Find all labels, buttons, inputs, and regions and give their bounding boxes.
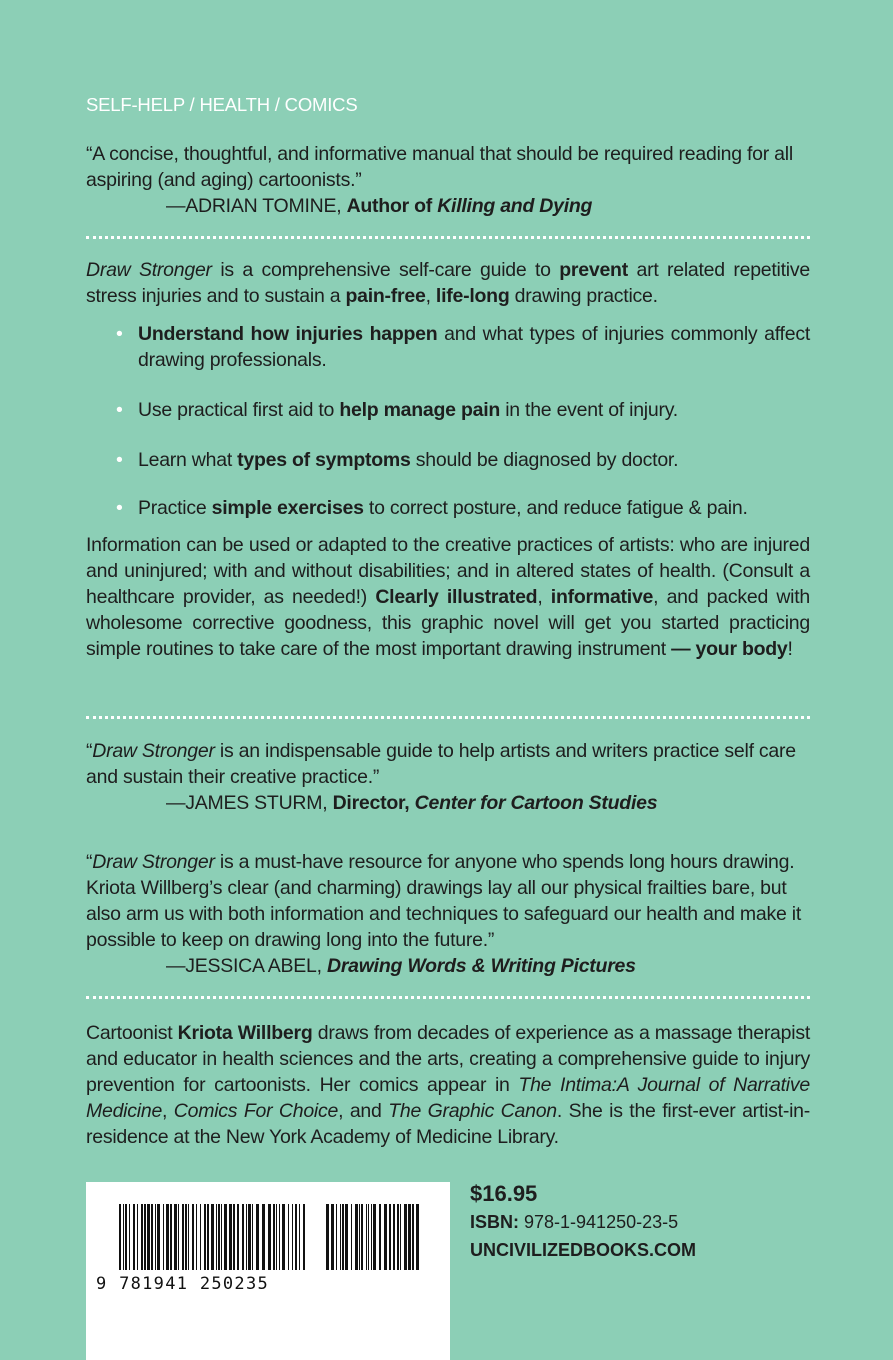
dotted-divider <box>86 236 810 239</box>
attribution-work: Center for Cartoon Studies <box>414 792 658 814</box>
publication-title: The Intima:A Journal of Narrative Medicine <box>86 1074 810 1122</box>
barcode-bar <box>229 1204 232 1270</box>
quote-abel-text: is a must-have resource for anyone who spends long hours drawing. Kriota Willberg’s clear (and charming) drawings lay all our physical frailties bare, but also arm us with both information and techniques to safeguard our health and make it possible to keep on drawing long into the future.” <box>86 851 802 951</box>
barcode-bar <box>233 1204 235 1270</box>
feature-list <box>116 321 810 521</box>
quote-mark: “ <box>86 851 93 873</box>
feature-text: Learn what <box>138 449 238 471</box>
info-text: Information can be used or adapted to the creative practices of artists: who are injured and uninjured; with and without disabilities; and in altered states of health. (Consult a healthcare provider, as needed!) <box>86 534 810 608</box>
barcode-bar <box>412 1204 414 1270</box>
feature-text: Practice <box>138 497 212 519</box>
barcode-bar <box>218 1204 220 1270</box>
barcode-bar <box>282 1204 285 1270</box>
feature-bold: simple exercises <box>211 497 364 519</box>
feature-text: Use practical first aid to <box>138 399 340 421</box>
feature-text: should be diagnosed by doctor. <box>410 449 679 471</box>
barcode-bars <box>119 1204 305 1270</box>
feature-item <box>116 495 810 521</box>
barcode-bar <box>359 1204 360 1270</box>
barcode-bar <box>125 1204 127 1270</box>
attribution-work: Drawing Words & Writing Pictures <box>327 955 636 977</box>
book-title: Draw Stronger <box>92 740 215 762</box>
barcode-bar <box>242 1204 244 1270</box>
attribution-name: —ADRIAN TOMINE, <box>166 195 347 217</box>
barcode-bar <box>336 1204 337 1270</box>
price: $16.95 <box>470 1181 538 1206</box>
intro-bold: pain-free <box>345 285 426 307</box>
barcode-bar <box>248 1204 251 1270</box>
barcode-bar <box>147 1204 150 1270</box>
feature-bold: help manage pain <box>339 399 501 421</box>
info-paragraph <box>86 532 810 662</box>
bio-text: Cartoonist <box>86 1022 178 1044</box>
barcode-bar <box>256 1204 259 1270</box>
barcode-bar <box>299 1204 300 1270</box>
barcode-bar <box>273 1204 275 1270</box>
barcode-bar <box>192 1204 194 1270</box>
bio-text: , and <box>338 1100 389 1122</box>
barcode-bar <box>252 1204 253 1270</box>
barcode-bar <box>237 1204 239 1270</box>
barcode-bar <box>157 1204 160 1270</box>
quote-mark: “ <box>86 740 93 762</box>
barcode-bar <box>144 1204 146 1270</box>
isbn-line <box>470 1208 696 1236</box>
info-text: , <box>537 586 551 608</box>
barcode-bar <box>361 1204 363 1270</box>
barcode-bar <box>295 1204 297 1270</box>
barcode-bar <box>188 1204 189 1270</box>
quote-sturm-attribution <box>86 790 810 816</box>
barcode-bar <box>211 1204 214 1270</box>
publication-title: The Graphic Canon <box>388 1100 557 1122</box>
barcode-digits: 9 781941 250235 <box>96 1274 270 1294</box>
barcode-bar <box>279 1204 280 1270</box>
barcode-bar <box>400 1204 401 1270</box>
info-bold: Clearly illustrated <box>375 586 538 608</box>
bio-text: draws from decades of experience as a massage therapist and educator in health sciences and the arts, creating a comprehensive guide to injury prevention for cartoonists. Her comics appear in <box>86 1022 811 1096</box>
barcode-bar <box>288 1204 289 1270</box>
barcode-bar <box>340 1204 341 1270</box>
barcode-bar <box>326 1204 329 1270</box>
barcode-bar <box>345 1204 348 1270</box>
intro-bold: life-long <box>435 285 510 307</box>
barcode-bar <box>166 1204 169 1270</box>
barcode-bar <box>216 1204 217 1270</box>
barcode-bar <box>373 1204 376 1270</box>
barcode-bar <box>224 1204 227 1270</box>
barcode-bar <box>174 1204 177 1270</box>
quote-tomine <box>86 141 810 219</box>
barcode-bar <box>397 1204 399 1270</box>
intro-text: , <box>425 285 436 307</box>
barcode-bar <box>384 1204 387 1270</box>
barcode-bar <box>207 1204 209 1270</box>
book-title: Draw Stronger <box>86 259 212 281</box>
barcode-bar <box>200 1204 201 1270</box>
info-text: ! <box>787 638 793 660</box>
attribution-name: —JESSICA ABEL, <box>166 955 327 977</box>
bio-text: , <box>162 1100 174 1122</box>
dotted-divider <box>86 716 810 719</box>
feature-text: in the event of injury. <box>500 399 678 421</box>
quote-sturm <box>86 738 810 816</box>
attribution-role: Director, <box>332 792 415 814</box>
feature-item <box>116 321 810 373</box>
barcode-bar <box>351 1204 352 1270</box>
info-bold: — your body <box>671 638 788 660</box>
feature-text: and what types of injuries commonly affect drawing professionals. <box>138 323 810 371</box>
isbn-label: ISBN: <box>470 1212 519 1232</box>
barcode-bar <box>342 1204 344 1270</box>
barcode-bar <box>368 1204 369 1270</box>
barcode-bar <box>133 1204 135 1270</box>
bullet-icon: • <box>116 497 123 519</box>
bullet-icon: • <box>116 449 123 471</box>
dotted-divider <box>86 996 810 999</box>
attribution-role: Author of <box>346 195 438 217</box>
isbn-number: 978-1-941250-23-5 <box>519 1212 679 1232</box>
publication-title: Comics For Choice <box>173 1100 339 1122</box>
feature-text: to correct posture, and reduce fatigue & pain. <box>363 497 748 519</box>
intro-text: is a comprehensive self-care guide to <box>211 259 560 281</box>
barcode-bar <box>389 1204 391 1270</box>
feature-item <box>116 397 810 423</box>
publisher-website: UNCIVILIZEDBOOKS.COM <box>470 1240 697 1260</box>
intro-text: drawing practice. <box>509 285 658 307</box>
barcode-bar <box>123 1204 124 1270</box>
quote-tomine-text: “A concise, thoughtful, and informative manual that should be required reading for all aspiring (and aging) cartoonists.” <box>86 143 793 191</box>
barcode-bar <box>163 1204 164 1270</box>
isbn-barcode <box>86 1182 450 1360</box>
intro-paragraph <box>86 257 810 309</box>
bullet-icon: • <box>116 399 123 421</box>
feature-bold: Understand how injuries happen <box>138 323 438 345</box>
barcode-bar <box>366 1204 367 1270</box>
attribution-name: —JAMES STURM, <box>166 792 333 814</box>
barcode-bar <box>204 1204 206 1270</box>
category-label: SELF-HELP / HEALTH / COMICS <box>86 94 358 115</box>
info-text: , and packed with wholesome corrective goodness, this graphic novel will get you started practicing simple routines to take care of the most important drawing instrument <box>86 586 810 660</box>
barcode-bar <box>262 1204 265 1270</box>
barcode-bar <box>129 1204 130 1270</box>
barcode-bar <box>371 1204 372 1270</box>
quote-abel <box>86 849 810 979</box>
quote-tomine-attribution <box>86 193 810 219</box>
barcode-bar <box>379 1204 381 1270</box>
barcode-bar <box>303 1204 305 1270</box>
barcode-bar <box>141 1204 143 1270</box>
barcode-bar <box>416 1204 419 1270</box>
barcode-bar <box>151 1204 153 1270</box>
bullet-icon: • <box>116 323 123 345</box>
barcode-bar <box>119 1204 121 1270</box>
bio-paragraph <box>86 1020 810 1150</box>
quote-abel-attribution <box>86 953 810 979</box>
barcode-bar <box>331 1204 334 1270</box>
feature-item <box>116 447 810 473</box>
feature-bold: types of symptoms <box>237 449 411 471</box>
author-name: Kriota Willberg <box>177 1022 313 1044</box>
info-bold: informative <box>550 586 654 608</box>
quote-sturm-text: is an indispensable guide to help artists and writers practice self care and sustain their creative practice.” <box>86 740 796 788</box>
barcode-bar <box>408 1204 411 1270</box>
barcode-bar <box>170 1204 172 1270</box>
barcode-bar <box>393 1204 395 1270</box>
barcode-bar <box>155 1204 156 1270</box>
bio-text: . She is the first-ever artist-in-residence at the New York Academy of Medicine Library. <box>86 1100 811 1148</box>
barcode-bar <box>276 1204 277 1270</box>
barcode-bar <box>221 1204 222 1270</box>
barcode-bar <box>182 1204 184 1270</box>
barcode-bar <box>292 1204 293 1270</box>
barcode-bar <box>196 1204 197 1270</box>
barcode-bar <box>355 1204 358 1270</box>
barcode-panel <box>86 1182 450 1360</box>
barcode-bar <box>185 1204 187 1270</box>
barcode-bar <box>137 1204 138 1270</box>
barcode-addon-bars <box>326 1204 419 1270</box>
barcode-bar <box>178 1204 179 1270</box>
barcode-bar <box>404 1204 407 1270</box>
book-title: Draw Stronger <box>92 851 215 873</box>
attribution-work: Killing and Dying <box>437 195 593 217</box>
barcode-bar <box>246 1204 247 1270</box>
intro-text: art related repetitive stress injuries and to sustain a <box>86 259 810 307</box>
intro-bold: prevent <box>559 259 628 281</box>
barcode-bar <box>268 1204 271 1270</box>
price-block <box>470 1180 696 1264</box>
